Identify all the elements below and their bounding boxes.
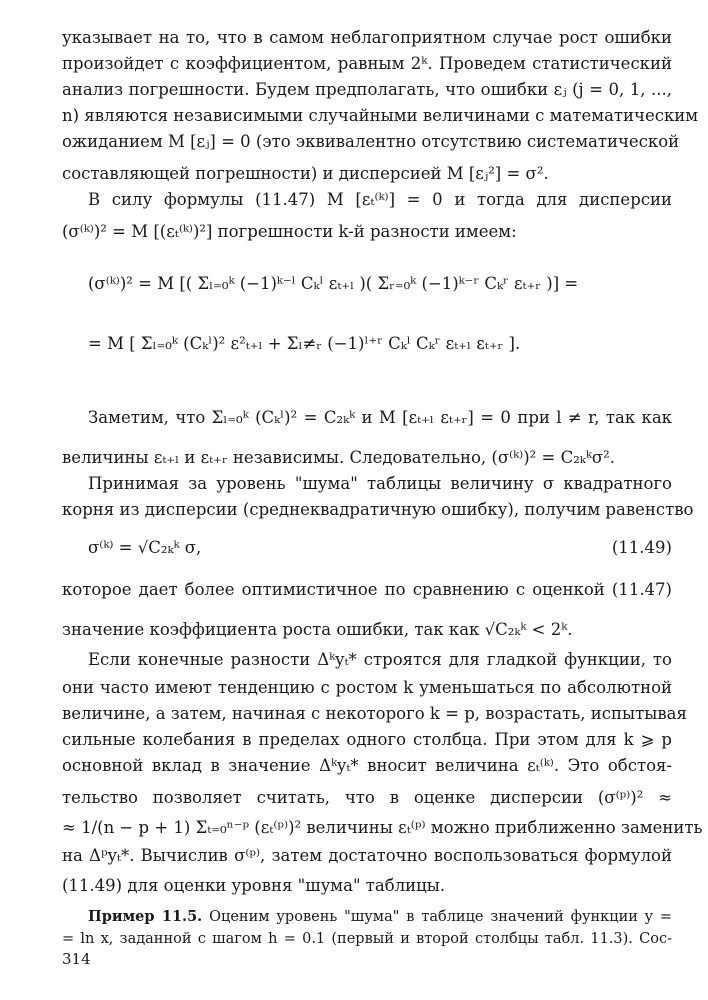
text-line: они часто имеют тенденцию с ростом k уменьшаться по абсолютной bbox=[62, 678, 672, 697]
text-line: основной вклад в значение Δᵏyₜ* вносит величина εₜ⁽ᵏ⁾. Это обстоя- bbox=[62, 756, 672, 775]
example-text: Оценим уровень "шума" в таблице значений функции y = bbox=[209, 909, 673, 925]
text-line: указывает на то, что в самом неблагоприятном случае рост ошибки bbox=[62, 28, 672, 47]
text-line: величины εₜ₊ₗ и εₜ₊ᵣ независимы. Следовательно, (σ⁽ᵏ⁾)² = C₂ₖᵏσ². bbox=[62, 448, 615, 467]
formula-sigma-k: σ⁽ᵏ⁾ = √C₂ₖᵏ σ, bbox=[88, 538, 202, 557]
text-line: (σ⁽ᵏ⁾)² = M [(εₜ⁽ᵏ⁾)²] погрешности k-й разности имеем: bbox=[62, 222, 517, 241]
equation-number: (11.49) bbox=[611, 538, 672, 557]
text-line: составляющей погрешности) и дисперсией M [εⱼ²] = σ². bbox=[62, 164, 549, 183]
text-line: анализ погрешности. Будем предполагать, что ошибки εⱼ (j = 0, 1, ..., bbox=[62, 80, 672, 99]
text-line: корня из дисперсии (среднеквадратичную ошибку), получим равенство bbox=[62, 500, 694, 519]
text-line: Принимая за уровень "шума" таблицы величину σ квадратного bbox=[88, 474, 672, 493]
text-line: Заметим, что Σₗ₌₀ᵏ (Cₖˡ)² = C₂ₖᵏ и M [εₜ₊ₗ εₜ₊ᵣ] = 0 при l ≠ r, так как bbox=[88, 408, 672, 427]
text-line: которое дает более оптимистичное по сравнению с оценкой (11.47) bbox=[62, 580, 672, 599]
example-line bbox=[62, 908, 672, 926]
formula-variance-sum: = M [ Σₗ₌₀ᵏ (Cₖˡ)² ε²ₜ₊ₗ + Σₗ≠ᵣ (−1)ˡ⁺ʳ Cₖˡ Cₖʳ εₜ₊ₗ εₜ₊ᵣ ]. bbox=[88, 334, 521, 353]
text-line: ожиданием M [εⱼ] = 0 (это эквивалентно отсутствию систематической bbox=[62, 132, 680, 151]
formula-variance-expansion: (σ⁽ᵏ⁾)² = M [( Σₗ₌₀ᵏ (−1)ᵏ⁻ˡ Cₖˡ εₜ₊ₗ )( Σᵣ₌₀ᵏ (−1)ᵏ⁻ʳ Cₖʳ εₜ₊ᵣ )] = bbox=[88, 274, 579, 293]
page-number: 314 bbox=[62, 950, 91, 968]
text-line: В силу формулы (11.47) M [εₜ⁽ᵏ⁾] = 0 и тогда для дисперсии bbox=[88, 190, 672, 209]
text-line: ≈ 1/(n − p + 1) Σₜ₌₀ⁿ⁻ᵖ (εₜ⁽ᵖ⁾)² величины εₜ⁽ᵖ⁾ можно приближенно заменить bbox=[62, 818, 703, 837]
text-line: (11.49) для оценки уровня "шума" таблицы. bbox=[62, 876, 446, 895]
text-line: сильные колебания в пределах одного столбца. При этом для k ⩾ p bbox=[62, 730, 672, 749]
text-line: Если конечные разности Δᵏyₜ* строятся для гладкой функции, то bbox=[88, 650, 672, 669]
text-line: значение коэффициента роста ошибки, так как √C₂ₖᵏ < 2ᵏ. bbox=[62, 620, 573, 639]
text-line: тельство позволяет считать, что в оценке дисперсии (σ⁽ᵖ⁾)² ≈ bbox=[62, 788, 672, 807]
text-line: величине, а затем, начиная с некоторого k = p, возрастать, испытывая bbox=[62, 704, 687, 723]
text-line: = ln x, заданной с шагом h = 0.1 (первый и второй столбцы табл. 11.3). Сос- bbox=[62, 931, 672, 947]
text-line: n) являются независимыми случайными величинами с математическим bbox=[62, 106, 699, 125]
text-line: произойдет с коэффициентом, равным 2ᵏ. Проведем статистический bbox=[62, 54, 672, 73]
example-label: Пример 11.5. bbox=[88, 908, 203, 925]
text-line: на Δᵖyₜ*. Вычислив σ⁽ᵖ⁾, затем достаточно воспользоваться формулой bbox=[62, 846, 672, 865]
